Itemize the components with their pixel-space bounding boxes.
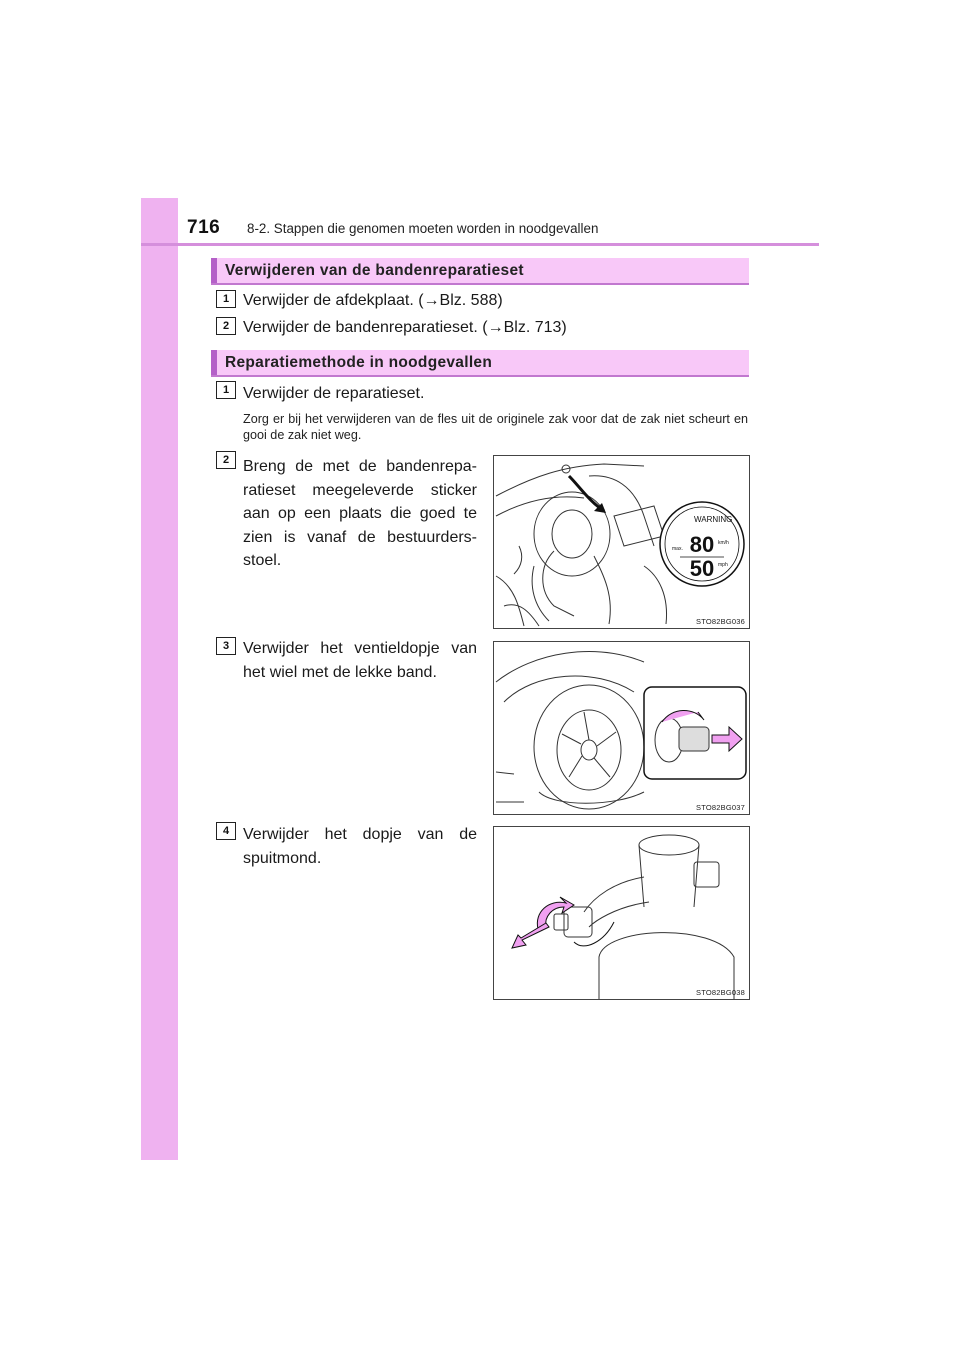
sticker-heading: WARNING [694,515,733,524]
section-accent [211,258,217,283]
sticker-speed-kmh: 80 [689,532,715,557]
sticker-unit-mph: mph [718,562,728,568]
step-text: Breng de met de bandenrepa-ratieset meegeleverde sticker aan op een plaats die goed te zien is vanaf de bestuurders-stoel. [243,458,477,569]
step-text: Verwijder de bandenreparatieset. (→Blz. 713) [243,319,567,336]
tire-illustration [494,642,749,814]
step-number: 1 [216,381,236,399]
chapter-title: 8-2. Stappen die genomen moeten worden in noodgevallen [247,221,599,236]
section-heading-remove-kit [211,258,749,285]
step-number: 2 [216,317,236,335]
section-heading-repair-method [211,350,749,377]
illustration-nozzle-cap [493,826,750,1000]
step-text: Verwijder het dopje van de spuitmond. [243,826,477,867]
chapter-sidebar-tab [141,198,178,1160]
step-number: 2 [216,451,236,469]
step-text: Verwijder de afdekplaat. (→Blz. 588) [243,292,503,309]
illustration-sticker-placement [493,455,750,629]
warning-sticker [660,502,744,586]
image-code: STO82BG037 [696,803,745,812]
dashboard-illustration [494,456,749,628]
step-number: 4 [216,822,236,840]
header-rule [141,243,819,246]
section-title: Verwijderen van de bandenreparatieset [225,262,524,279]
step-note: Zorg er bij het verwijderen van de fles uit de originele zak voor dat de zak niet scheurt en gooi de zak niet weg. [243,412,748,442]
step-text: Verwijder de reparatieset. [243,385,425,402]
sticker-unit-kmh: km/h [718,540,729,546]
sticker-speed-mph: 50 [689,556,715,581]
section-accent [211,350,217,375]
image-code: STO82BG038 [696,988,745,997]
illustration-valve-cap [493,641,750,815]
page-number: 716 [187,217,221,238]
image-code: STO82BG036 [696,617,745,626]
section-title: Reparatiemethode in noodgevallen [225,354,493,371]
step-number: 3 [216,637,236,655]
step-number: 1 [216,290,236,308]
sticker-max: max. [672,546,683,552]
bottle-illustration [494,827,749,999]
step-text: Verwijder het ventieldopje van het wiel met de lekke band. [243,640,477,681]
